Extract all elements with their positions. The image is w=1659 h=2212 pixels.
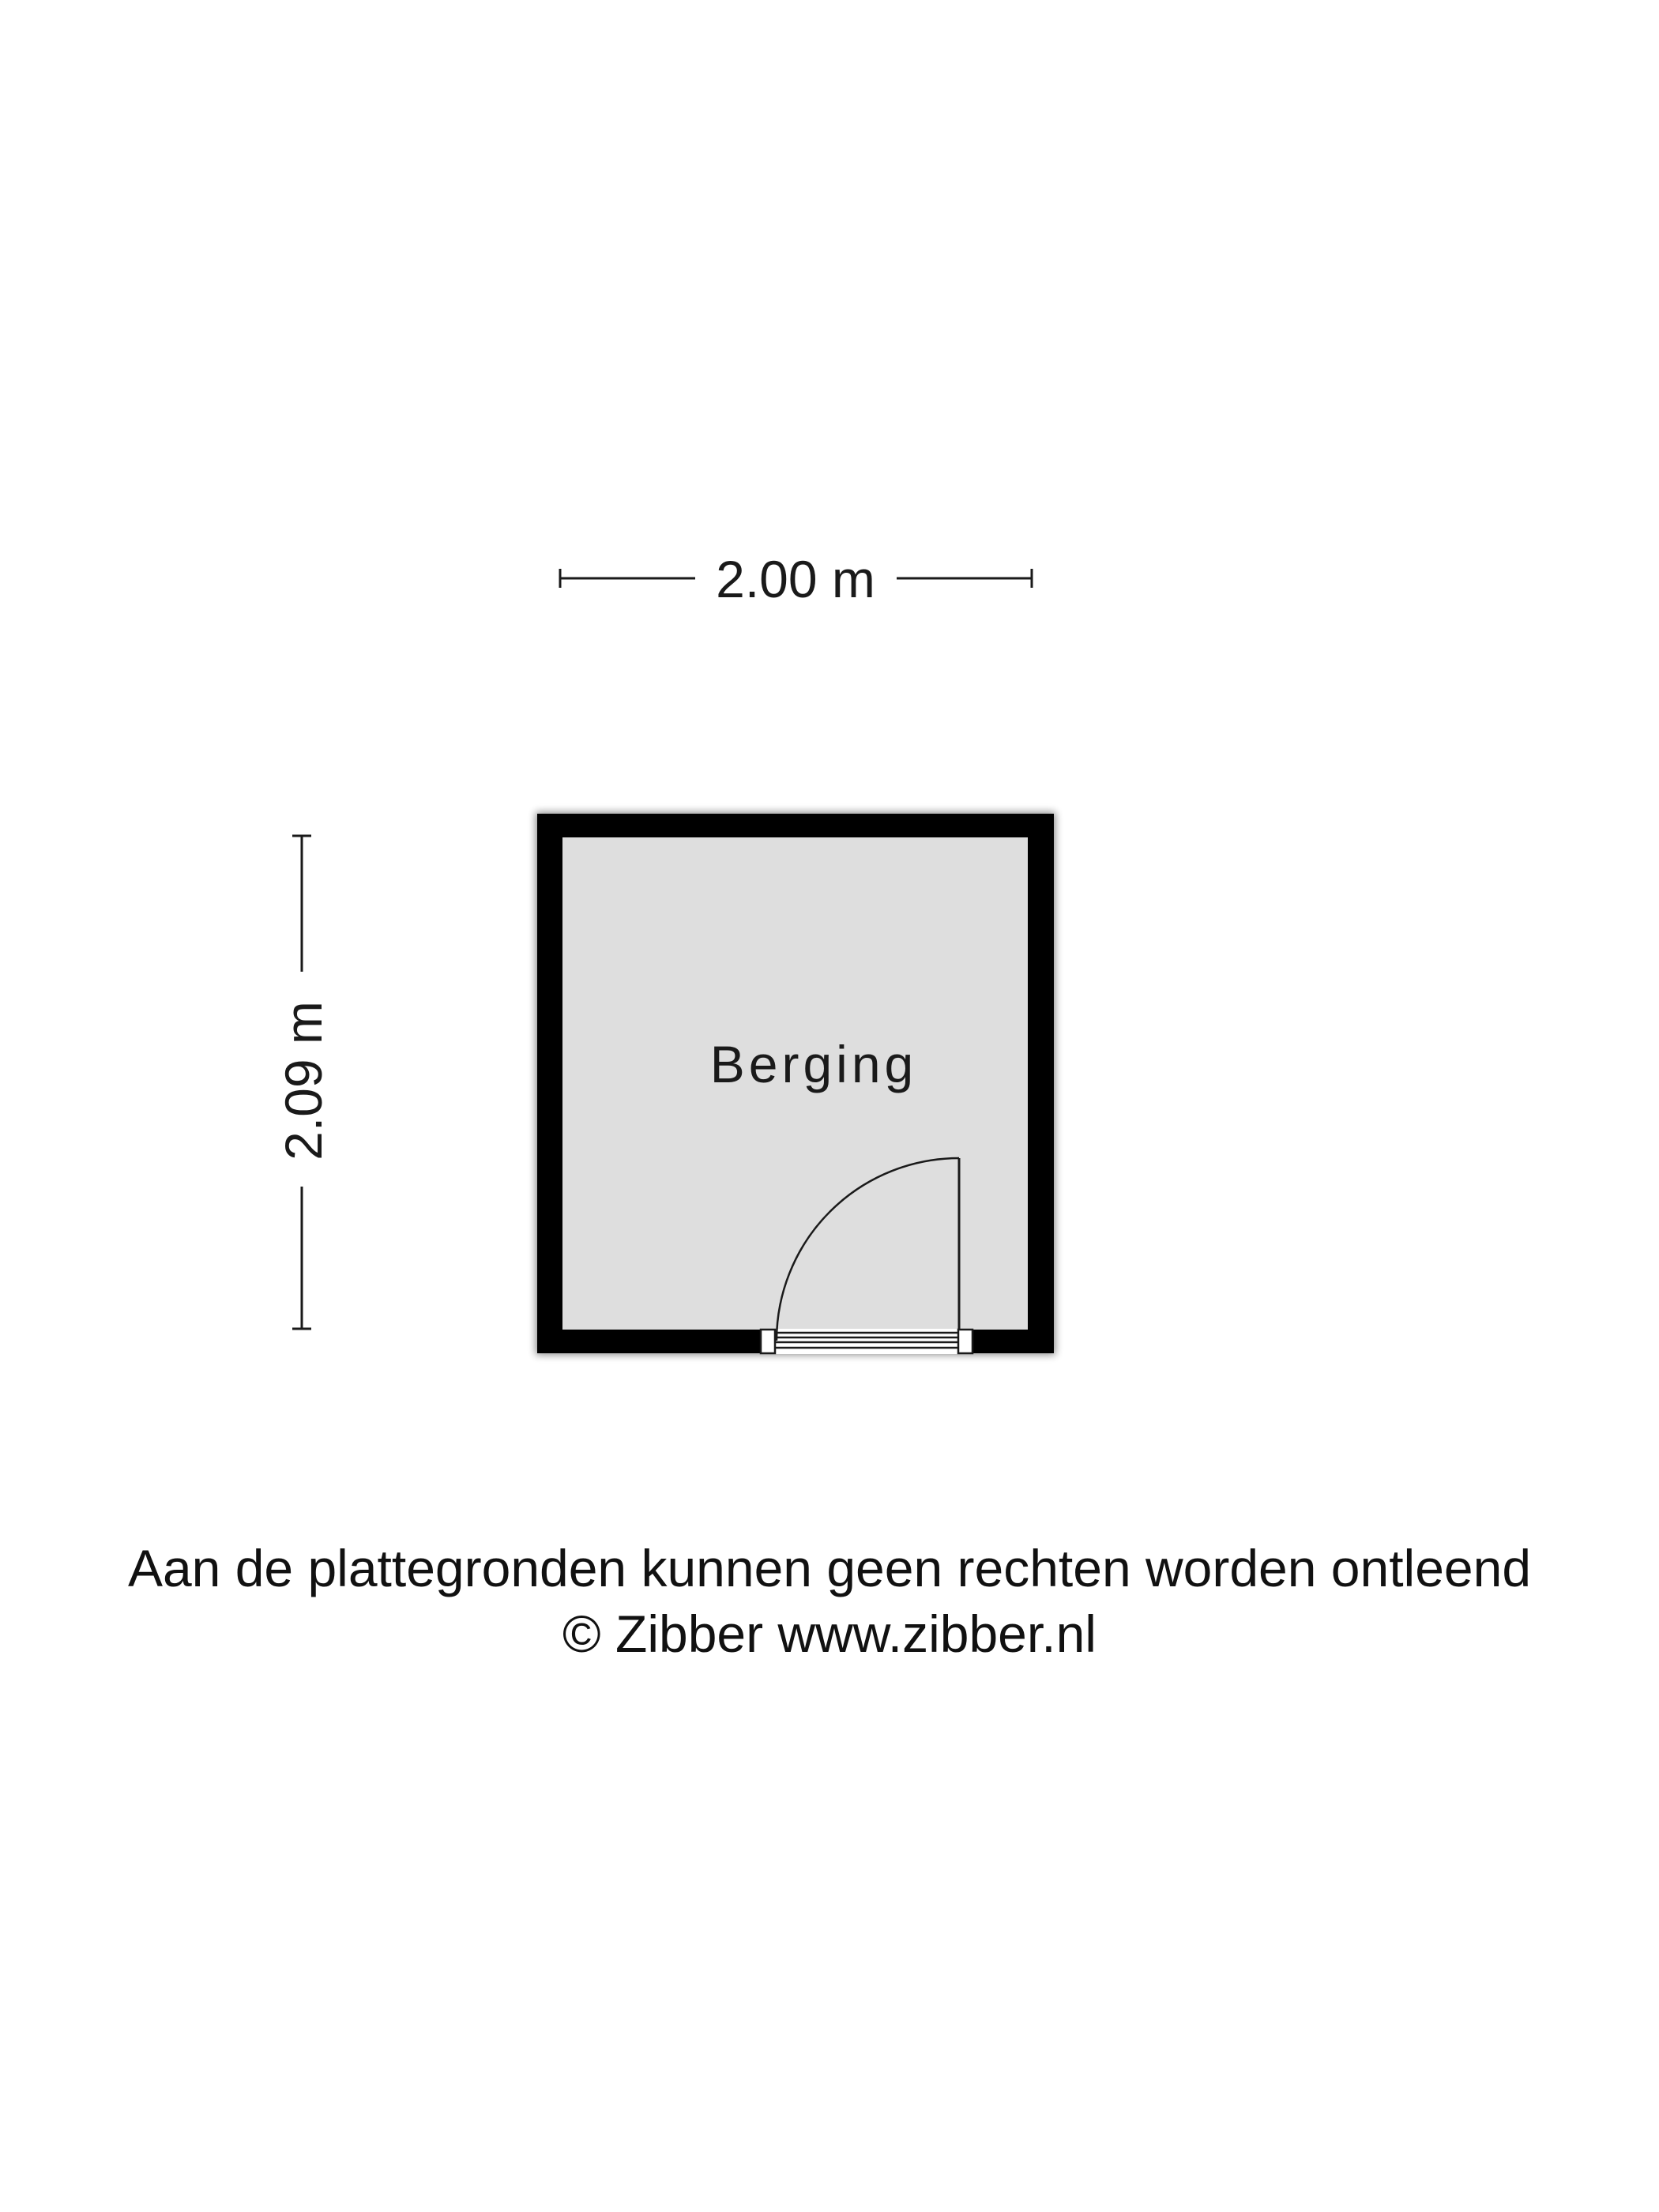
disclaimer-text: Aan de plattegronden kunnen geen rechten worden ontleend: [127, 1539, 1532, 1597]
room-label: Berging: [709, 1035, 918, 1093]
room-berging: [536, 812, 1055, 1355]
copyright-text: © Zibber www.zibber.nl: [562, 1604, 1097, 1663]
height-dimension: [274, 836, 333, 1329]
width-dimension-label: 2.00 m: [716, 550, 875, 608]
width-dimension: [560, 550, 1032, 608]
height-dimension-label: 2.09 m: [274, 1001, 333, 1161]
